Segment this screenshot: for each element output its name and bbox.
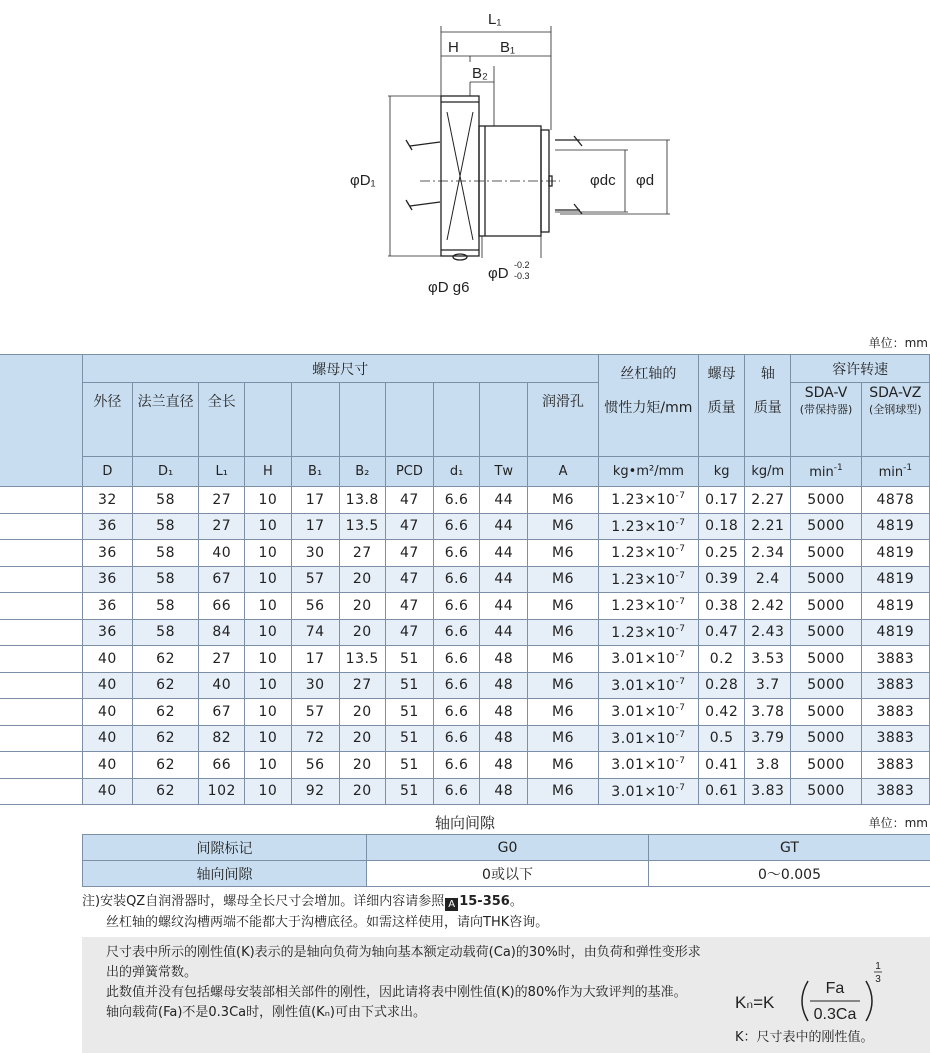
cell-d1: 6.6 xyxy=(434,593,480,620)
cell-total-length: 102 xyxy=(199,778,245,805)
stiffness-paragraph-3: 轴向载荷(Fa)不是0.3Ca时，刚性值(Kₙ)可由下式求出。 xyxy=(106,1005,426,1020)
cell-flange-dia: 62 xyxy=(132,699,198,726)
table-row xyxy=(0,752,930,779)
table-row xyxy=(0,778,930,805)
row-lead-blank xyxy=(0,752,82,779)
row-lead-blank xyxy=(0,778,82,805)
cell-total-length: 66 xyxy=(199,752,245,779)
cell-h: 10 xyxy=(245,593,291,620)
table-row xyxy=(0,487,930,514)
cell-lube-hole: M6 xyxy=(528,646,598,673)
cell-speed-sdav: 5000 xyxy=(791,646,861,673)
cell-b1: 30 xyxy=(291,540,339,567)
row-lead-blank xyxy=(0,593,82,620)
cell-h: 10 xyxy=(245,513,291,540)
cell-flange-dia: 58 xyxy=(132,540,198,567)
page-reference-link[interactable]: 15-356 xyxy=(459,894,510,909)
cell-h: 10 xyxy=(245,778,291,805)
clearance-unit-label: 单位：mm xyxy=(868,816,928,830)
header-outer-dia: 外径 xyxy=(82,383,132,457)
header-shaft-mass: 轴 质量 xyxy=(745,355,791,457)
formula-numerator: Fa xyxy=(825,980,845,997)
cell-flange-dia: 62 xyxy=(132,725,198,752)
cell-flange-dia: 58 xyxy=(132,593,198,620)
cell-pcd: 51 xyxy=(385,725,433,752)
clearance-value-label: 轴向间隙 xyxy=(83,861,367,887)
cell-pcd: 51 xyxy=(385,752,433,779)
sym-D: D xyxy=(82,457,132,487)
cell-outer-dia: 40 xyxy=(82,752,132,779)
cell-flange-dia: 62 xyxy=(132,646,198,673)
cell-speed-sdav: 5000 xyxy=(791,540,861,567)
cell-total-length: 82 xyxy=(199,725,245,752)
cell-b2: 13.5 xyxy=(339,513,385,540)
cell-speed-sdav: 5000 xyxy=(791,619,861,646)
formula-denominator: 0.3Ca xyxy=(813,1006,857,1023)
cell-b2: 20 xyxy=(339,593,385,620)
row-lead-blank xyxy=(0,725,82,752)
header-speed: 容许转速 xyxy=(791,355,930,383)
sym-kg: kg xyxy=(699,457,745,487)
cell-outer-dia: 40 xyxy=(82,699,132,726)
cell-b1: 17 xyxy=(291,513,339,540)
cell-inertia: $1.23\times 10^{-7}$ xyxy=(598,566,698,593)
label-Dg6: φD g6 xyxy=(428,279,470,296)
cell-outer-dia: 36 xyxy=(82,593,132,620)
cell-tw: 44 xyxy=(480,619,528,646)
table-row xyxy=(0,672,930,699)
clearance-gt-value: 0～0.005 xyxy=(649,861,930,887)
table-row xyxy=(0,566,930,593)
cell-lube-hole: M6 xyxy=(528,699,598,726)
sym-kgm: kg/m xyxy=(745,457,791,487)
label-D1: φD₁ xyxy=(350,172,376,189)
table-row xyxy=(0,619,930,646)
cell-inertia: $3.01\times 10^{-7}$ xyxy=(598,725,698,752)
cell-inertia: $1.23\times 10^{-7}$ xyxy=(598,619,698,646)
cell-lube-hole: M6 xyxy=(528,672,598,699)
cell-nut-mass: 0.47 xyxy=(699,619,745,646)
cell-b2: 20 xyxy=(339,699,385,726)
cell-d1: 6.6 xyxy=(434,619,480,646)
cell-shaft-mass: 3.83 xyxy=(745,778,791,805)
cell-speed-sdav: 5000 xyxy=(791,752,861,779)
header-blank-b2 xyxy=(339,383,385,457)
cell-total-length: 40 xyxy=(199,672,245,699)
cell-b2: 13.8 xyxy=(339,487,385,514)
cell-lube-hole: M6 xyxy=(528,778,598,805)
row-lead-blank xyxy=(0,513,82,540)
row-lead-blank xyxy=(0,487,82,514)
stiffness-paragraph-1: 尺寸表中所示的刚性值(K)表示的是轴向负荷为轴向基本额定动载荷(Ca)的30%时，由负荷和弹性变形求出的弹簧常数。 xyxy=(106,945,701,980)
cell-inertia: $3.01\times 10^{-7}$ xyxy=(598,778,698,805)
header-blank-d1 xyxy=(434,383,480,457)
cell-total-length: 66 xyxy=(199,593,245,620)
cell-h: 10 xyxy=(245,619,291,646)
header-blank-pcd xyxy=(385,383,433,457)
cell-nut-mass: 0.41 xyxy=(699,752,745,779)
cell-b1: 30 xyxy=(291,672,339,699)
row-lead-blank xyxy=(0,619,82,646)
cell-nut-mass: 0.42 xyxy=(699,699,745,726)
cell-shaft-mass: 2.34 xyxy=(745,540,791,567)
header-inertia: 丝杠轴的 惯性力矩/mm xyxy=(598,355,698,457)
cell-inertia: $3.01\times 10^{-7}$ xyxy=(598,672,698,699)
cell-flange-dia: 62 xyxy=(132,752,198,779)
cell-lube-hole: M6 xyxy=(528,566,598,593)
sym-D1: D₁ xyxy=(132,457,198,487)
dimension-table xyxy=(0,354,930,805)
label-dc: φdᴄ xyxy=(590,172,616,189)
cell-lube-hole: M6 xyxy=(528,725,598,752)
clearance-g0-header: G0 xyxy=(367,835,649,861)
cell-lube-hole: M6 xyxy=(528,593,598,620)
cell-speed-sdav: 5000 xyxy=(791,778,861,805)
cell-d1: 6.6 xyxy=(434,752,480,779)
table-row xyxy=(0,513,930,540)
cell-pcd: 51 xyxy=(385,778,433,805)
cell-b1: 57 xyxy=(291,699,339,726)
k-definition-note: K：尺寸表中的刚性值。 xyxy=(735,1030,874,1045)
clearance-table xyxy=(82,834,930,887)
sym-B1: B₁ xyxy=(291,457,339,487)
cell-total-length: 40 xyxy=(199,540,245,567)
sym-inertia: kg•m²/mm xyxy=(598,457,698,487)
cell-inertia: $3.01\times 10^{-7}$ xyxy=(598,752,698,779)
cell-flange-dia: 58 xyxy=(132,513,198,540)
row-lead-blank xyxy=(0,566,82,593)
cell-d1: 6.6 xyxy=(434,725,480,752)
cell-outer-dia: 36 xyxy=(82,540,132,567)
cell-nut-mass: 0.17 xyxy=(699,487,745,514)
cell-outer-dia: 40 xyxy=(82,672,132,699)
cell-total-length: 67 xyxy=(199,699,245,726)
cell-pcd: 47 xyxy=(385,593,433,620)
sym-H: H xyxy=(245,457,291,487)
cell-inertia: $1.23\times 10^{-7}$ xyxy=(598,487,698,514)
header-blank-h xyxy=(245,383,291,457)
cell-h: 10 xyxy=(245,540,291,567)
cell-tw: 48 xyxy=(480,672,528,699)
table-lead-blank xyxy=(0,355,82,487)
stiffness-info-box xyxy=(82,937,930,1053)
cell-total-length: 27 xyxy=(199,487,245,514)
cell-tw: 48 xyxy=(480,646,528,673)
cell-speed-sdavz: 3883 xyxy=(861,778,929,805)
cell-b1: 72 xyxy=(291,725,339,752)
cell-nut-mass: 0.28 xyxy=(699,672,745,699)
cell-speed-sdav: 5000 xyxy=(791,487,861,514)
cell-speed-sdav: 5000 xyxy=(791,699,861,726)
label-D: φD xyxy=(488,265,509,282)
cell-shaft-mass: 3.78 xyxy=(745,699,791,726)
cell-b1: 92 xyxy=(291,778,339,805)
header-lube-hole: 润滑孔 xyxy=(528,383,598,457)
cell-shaft-mass: 2.43 xyxy=(745,619,791,646)
cell-outer-dia: 40 xyxy=(82,778,132,805)
cell-h: 10 xyxy=(245,699,291,726)
cell-inertia: $1.23\times 10^{-7}$ xyxy=(598,513,698,540)
cell-tw: 48 xyxy=(480,752,528,779)
cell-flange-dia: 62 xyxy=(132,672,198,699)
cell-pcd: 47 xyxy=(385,540,433,567)
cell-h: 10 xyxy=(245,566,291,593)
cell-pcd: 47 xyxy=(385,513,433,540)
cell-speed-sdav: 5000 xyxy=(791,566,861,593)
cell-b1: 74 xyxy=(291,619,339,646)
sym-L1: L₁ xyxy=(199,457,245,487)
cell-nut-mass: 0.18 xyxy=(699,513,745,540)
stiffness-formula xyxy=(730,951,930,1031)
cell-speed-sdavz: 4819 xyxy=(861,513,929,540)
reference-icon: A xyxy=(445,898,458,911)
cell-b2: 20 xyxy=(339,752,385,779)
cell-d1: 6.6 xyxy=(434,699,480,726)
label-B2: B₂ xyxy=(472,65,488,82)
cell-speed-sdavz: 4819 xyxy=(861,593,929,620)
cell-pcd: 47 xyxy=(385,619,433,646)
cell-tw: 44 xyxy=(480,513,528,540)
clearance-title: 轴向间隙 xyxy=(434,814,495,832)
cell-pcd: 47 xyxy=(385,566,433,593)
header-nut-mass: 螺母 质量 xyxy=(699,355,745,457)
cell-lube-hole: M6 xyxy=(528,619,598,646)
cell-inertia: $3.01\times 10^{-7}$ xyxy=(598,699,698,726)
label-D-tol-upper: -0.2 xyxy=(514,260,530,270)
cell-speed-sdavz: 3883 xyxy=(861,752,929,779)
label-L1: L₁ xyxy=(488,11,502,28)
cell-tw: 48 xyxy=(480,778,528,805)
cell-d1: 6.6 xyxy=(434,487,480,514)
table-row xyxy=(0,699,930,726)
cell-b1: 56 xyxy=(291,752,339,779)
cell-speed-sdavz: 3883 xyxy=(861,725,929,752)
clearance-g0-value: 0或以下 xyxy=(367,861,649,887)
cell-total-length: 27 xyxy=(199,513,245,540)
row-lead-blank xyxy=(0,646,82,673)
cell-shaft-mass: 2.27 xyxy=(745,487,791,514)
cell-shaft-mass: 2.4 xyxy=(745,566,791,593)
cell-outer-dia: 40 xyxy=(82,646,132,673)
cell-speed-sdavz: 3883 xyxy=(861,672,929,699)
cell-b2: 27 xyxy=(339,540,385,567)
cell-h: 10 xyxy=(245,646,291,673)
cell-b2: 20 xyxy=(339,778,385,805)
cell-nut-mass: 0.2 xyxy=(699,646,745,673)
header-nut-dims: 螺母尺寸 xyxy=(82,355,598,383)
cell-pcd: 51 xyxy=(385,672,433,699)
header-flange-dia: 法兰直径 xyxy=(132,383,198,457)
table-row xyxy=(0,593,930,620)
cell-b1: 17 xyxy=(291,646,339,673)
formula-exp-den: 3 xyxy=(875,974,881,985)
table-row xyxy=(0,725,930,752)
cell-tw: 44 xyxy=(480,566,528,593)
cell-flange-dia: 58 xyxy=(132,566,198,593)
cell-b2: 20 xyxy=(339,725,385,752)
cell-b1: 56 xyxy=(291,593,339,620)
cell-nut-mass: 0.39 xyxy=(699,566,745,593)
nut-drawing xyxy=(0,0,930,330)
cell-lube-hole: M6 xyxy=(528,513,598,540)
note-line-1: 注)安装QZ自润滑器时，螺母全长尺寸会增加。详细内容请参照 A 15-356。 xyxy=(82,894,523,910)
cell-total-length: 27 xyxy=(199,646,245,673)
sym-B2: B₂ xyxy=(339,457,385,487)
cell-outer-dia: 36 xyxy=(82,619,132,646)
header-blank-b1 xyxy=(291,383,339,457)
cell-shaft-mass: 3.79 xyxy=(745,725,791,752)
label-d: φd xyxy=(636,172,655,189)
row-lead-blank xyxy=(0,540,82,567)
cell-speed-sdavz: 4819 xyxy=(861,619,929,646)
cell-inertia: $3.01\times 10^{-7}$ xyxy=(598,646,698,673)
label-D-tol-lower: -0.3 xyxy=(514,271,530,281)
cell-b2: 27 xyxy=(339,672,385,699)
cell-speed-sdav: 5000 xyxy=(791,593,861,620)
cell-shaft-mass: 3.53 xyxy=(745,646,791,673)
table-row xyxy=(0,646,930,673)
cell-speed-sdavz: 3883 xyxy=(861,646,929,673)
note-line-2: 丝杠轴的螺纹沟槽两端不能都大于沟槽底径。如需这样使用，请向THK咨询。 xyxy=(106,915,549,930)
cell-total-length: 67 xyxy=(199,566,245,593)
cell-d1: 6.6 xyxy=(434,513,480,540)
cell-speed-sdavz: 4878 xyxy=(861,487,929,514)
sym-min-vz: $\min^{-1}$ xyxy=(861,457,929,487)
cell-outer-dia: 40 xyxy=(82,725,132,752)
cell-tw: 44 xyxy=(480,540,528,567)
cell-pcd: 51 xyxy=(385,646,433,673)
formula-lhs: Kₙ=K xyxy=(735,993,775,1012)
cell-d1: 6.6 xyxy=(434,672,480,699)
cell-pcd: 47 xyxy=(385,487,433,514)
cell-h: 10 xyxy=(245,752,291,779)
cell-lube-hole: M6 xyxy=(528,487,598,514)
cell-tw: 44 xyxy=(480,593,528,620)
cell-shaft-mass: 3.8 xyxy=(745,752,791,779)
cell-b1: 17 xyxy=(291,487,339,514)
cell-flange-dia: 58 xyxy=(132,619,198,646)
cell-nut-mass: 0.38 xyxy=(699,593,745,620)
sym-Tw: Tᴡ xyxy=(480,457,528,487)
sym-d1: d₁ xyxy=(434,457,480,487)
row-lead-blank xyxy=(0,699,82,726)
sym-min-v: $\min^{-1}$ xyxy=(791,457,861,487)
cell-tw: 44 xyxy=(480,487,528,514)
cell-flange-dia: 58 xyxy=(132,487,198,514)
unit-label: 单位：mm xyxy=(868,336,928,350)
cell-h: 10 xyxy=(245,725,291,752)
header-sdavz: SDA-VZ (全钢球型) xyxy=(861,383,929,457)
cell-nut-mass: 0.25 xyxy=(699,540,745,567)
cell-b2: 20 xyxy=(339,619,385,646)
sym-PCD: PCD xyxy=(385,457,433,487)
cell-b1: 57 xyxy=(291,566,339,593)
cell-lube-hole: M6 xyxy=(528,540,598,567)
cell-h: 10 xyxy=(245,672,291,699)
cell-total-length: 84 xyxy=(199,619,245,646)
cell-inertia: $1.23\times 10^{-7}$ xyxy=(598,540,698,567)
cell-shaft-mass: 2.21 xyxy=(745,513,791,540)
cell-tw: 48 xyxy=(480,725,528,752)
cell-tw: 48 xyxy=(480,699,528,726)
header-blank-tw xyxy=(480,383,528,457)
label-B1: B₁ xyxy=(500,39,516,56)
cell-d1: 6.6 xyxy=(434,646,480,673)
cell-inertia: $1.23\times 10^{-7}$ xyxy=(598,593,698,620)
clearance-symbol-label: 间隙标记 xyxy=(83,835,367,861)
cell-speed-sdav: 5000 xyxy=(791,672,861,699)
cell-b2: 20 xyxy=(339,566,385,593)
cell-lube-hole: M6 xyxy=(528,752,598,779)
cell-shaft-mass: 3.7 xyxy=(745,672,791,699)
cell-speed-sdavz: 3883 xyxy=(861,699,929,726)
cell-speed-sdavz: 4819 xyxy=(861,566,929,593)
stiffness-paragraph-2: 此数值并没有包括螺母安装部相关部件的刚性，因此请将表中刚性值(K)的80%作为大致评判的基准。 xyxy=(106,985,687,1000)
row-lead-blank xyxy=(0,672,82,699)
cell-b2: 13.5 xyxy=(339,646,385,673)
sym-A: A xyxy=(528,457,598,487)
cell-h: 10 xyxy=(245,487,291,514)
cell-speed-sdav: 5000 xyxy=(791,725,861,752)
cell-outer-dia: 32 xyxy=(82,487,132,514)
cell-speed-sdavz: 4819 xyxy=(861,540,929,567)
cell-pcd: 51 xyxy=(385,699,433,726)
cell-d1: 6.6 xyxy=(434,566,480,593)
cell-speed-sdav: 5000 xyxy=(791,513,861,540)
formula-exp-num: 1 xyxy=(875,961,881,972)
label-H: H xyxy=(448,39,459,56)
cell-shaft-mass: 2.42 xyxy=(745,593,791,620)
header-sdav: SDA-V (带保持器) xyxy=(791,383,861,457)
cell-d1: 6.6 xyxy=(434,540,480,567)
table-row xyxy=(0,540,930,567)
cell-flange-dia: 62 xyxy=(132,778,198,805)
cell-outer-dia: 36 xyxy=(82,513,132,540)
cell-d1: 6.6 xyxy=(434,778,480,805)
header-total-length: 全长 xyxy=(199,383,245,457)
cell-nut-mass: 0.61 xyxy=(699,778,745,805)
cell-nut-mass: 0.5 xyxy=(699,725,745,752)
cell-outer-dia: 36 xyxy=(82,566,132,593)
clearance-gt-header: GT xyxy=(649,835,930,861)
